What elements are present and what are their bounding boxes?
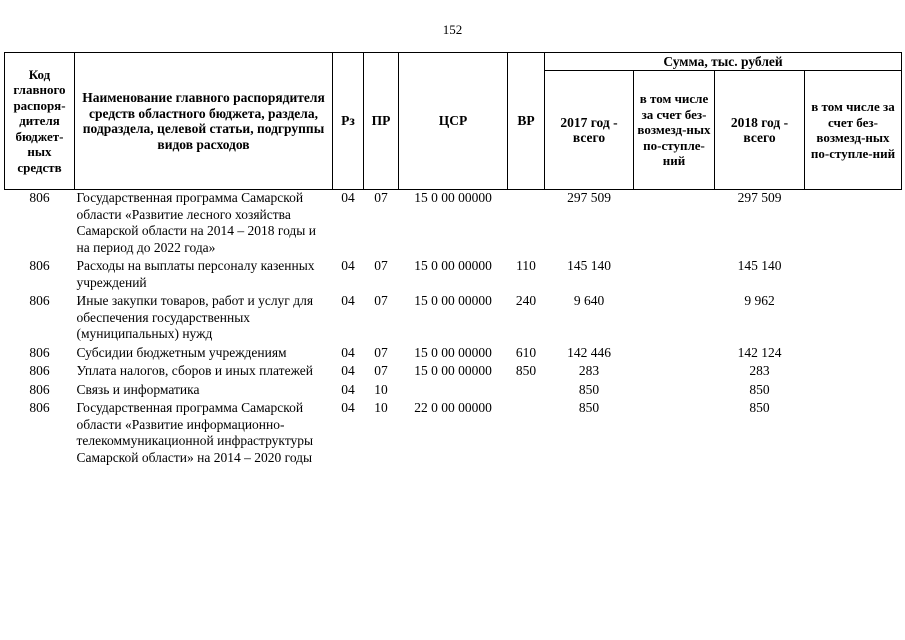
cell-rz: 04 xyxy=(341,400,355,415)
cell-name: Связь и информатика xyxy=(76,381,200,397)
cell-csr: 15 0 00 00000 xyxy=(414,344,492,360)
cell-grants-2018 xyxy=(805,363,902,382)
cell-total-2018: 283 xyxy=(749,363,770,378)
cell-pr: 10 xyxy=(374,400,388,415)
cell-pr: 07 xyxy=(374,344,388,360)
cell-total-2018: 297 509 xyxy=(737,190,782,205)
cell-grants-2017 xyxy=(634,363,715,382)
cell-rz: 04 xyxy=(341,381,355,397)
header-total-2017: 2017 год - всего xyxy=(545,71,634,190)
cell-grants-2017 xyxy=(634,382,715,401)
cell-code: 806 xyxy=(29,400,50,415)
page-number: 152 xyxy=(442,22,463,37)
table-row xyxy=(5,258,902,293)
cell-code: 806 xyxy=(29,258,50,273)
cell-vr xyxy=(508,400,545,468)
header-code: Код главного распоря-дителя бюджет-ных средств xyxy=(5,53,75,190)
cell-name: Субсидии бюджетным учреждениям xyxy=(76,344,287,360)
cell-grants-2018 xyxy=(805,400,902,468)
header-name: Наименование главного распорядителя средств областного бюджета, раздела, подраздела, целевой статьи, подгруппы видов расходов xyxy=(75,53,333,190)
cell-csr: 22 0 00 00000 xyxy=(414,400,492,415)
cell-vr xyxy=(508,190,545,259)
cell-vr: 850 xyxy=(515,363,537,378)
cell-vr: 240 xyxy=(515,293,537,308)
cell-grants-2017 xyxy=(634,293,715,345)
cell-total-2017: 9 640 xyxy=(573,293,605,308)
cell-pr: 07 xyxy=(374,258,388,273)
cell-grants-2018 xyxy=(805,293,902,345)
cell-name: Иные закупки товаров, работ и услуг для обеспечения государственных (муниципальных) нужд xyxy=(76,293,314,341)
cell-name: Уплата налогов, сборов и иных платежей xyxy=(76,363,313,378)
header-vr: ВР xyxy=(508,53,545,190)
cell-grants-2017 xyxy=(634,345,715,364)
header-grants-2018: в том числе за счет без-возмезд-ных по-ступле-ний xyxy=(805,71,902,190)
cell-total-2018: 850 xyxy=(749,381,770,397)
cell-name: Государственная программа Самарской области «Развитие информационно-телекоммуникационной инфраструктуры Самарской области» на 2014 – 2020 годы xyxy=(76,400,314,465)
cell-pr: 10 xyxy=(374,381,388,397)
cell-name: Расходы на выплаты персоналу казенных учреждений xyxy=(76,258,315,290)
cell-total-2018: 142 124 xyxy=(737,344,782,360)
table-body xyxy=(5,190,902,469)
header-sum-group: Сумма, тыс. рублей xyxy=(545,53,902,71)
table-row xyxy=(5,400,902,468)
cell-vr xyxy=(508,382,545,401)
cell-code: 806 xyxy=(29,190,50,205)
cell-code: 806 xyxy=(29,344,50,360)
table-row xyxy=(5,190,902,259)
cell-total-2017: 283 xyxy=(578,363,600,378)
header-grants-2017: в том числе за счет без-возмезд-ных по-ступле-ний xyxy=(634,71,715,190)
cell-grants-2018 xyxy=(805,258,902,293)
cell-grants-2017 xyxy=(634,400,715,468)
cell-rz: 04 xyxy=(341,293,355,308)
cell-rz: 04 xyxy=(341,258,355,273)
cell-grants-2017 xyxy=(634,258,715,293)
cell-total-2018: 145 140 xyxy=(737,258,782,273)
cell-pr: 07 xyxy=(374,190,388,205)
cell-grants-2017 xyxy=(634,190,715,259)
cell-rz: 04 xyxy=(341,363,355,378)
cell-grants-2018 xyxy=(805,345,902,364)
cell-total-2017: 142 446 xyxy=(567,344,611,360)
cell-csr: 15 0 00 00000 xyxy=(414,190,492,205)
table-row xyxy=(5,363,902,382)
cell-csr: 15 0 00 00000 xyxy=(414,293,492,308)
header-pr: ПР xyxy=(364,53,399,190)
cell-total-2017: 850 xyxy=(578,400,600,415)
cell-rz: 04 xyxy=(341,190,355,205)
header-csr: ЦСР xyxy=(399,53,508,190)
cell-total-2017: 297 509 xyxy=(567,190,611,205)
cell-total-2018: 9 962 xyxy=(744,293,775,308)
table-row xyxy=(5,382,902,401)
cell-total-2017: 145 140 xyxy=(567,258,611,273)
cell-csr xyxy=(399,382,508,401)
cell-vr: 610 xyxy=(515,344,537,360)
cell-total-2018: 850 xyxy=(749,400,770,415)
table-header xyxy=(5,53,902,190)
cell-rz: 04 xyxy=(341,344,355,360)
cell-name: Государственная программа Самарской области «Развитие лесного хозяйства Самарской области на 2014 – 2018 годы и на период до 2022 года» xyxy=(76,190,316,255)
header-total-2018: 2018 год - всего xyxy=(715,71,805,190)
cell-csr: 15 0 00 00000 xyxy=(414,363,492,378)
table-row xyxy=(5,293,902,345)
header-rz: Рз xyxy=(333,53,364,190)
cell-pr: 07 xyxy=(374,363,388,378)
cell-code: 806 xyxy=(29,363,50,378)
cell-code: 806 xyxy=(29,381,50,397)
table-row xyxy=(5,345,902,364)
cell-vr: 110 xyxy=(516,258,536,273)
cell-total-2017: 850 xyxy=(578,381,600,397)
cell-grants-2018 xyxy=(805,382,902,401)
cell-csr: 15 0 00 00000 xyxy=(414,258,492,273)
cell-pr: 07 xyxy=(374,293,388,308)
cell-grants-2018 xyxy=(805,190,902,259)
cell-code: 806 xyxy=(29,293,50,308)
budget-table xyxy=(4,52,902,468)
